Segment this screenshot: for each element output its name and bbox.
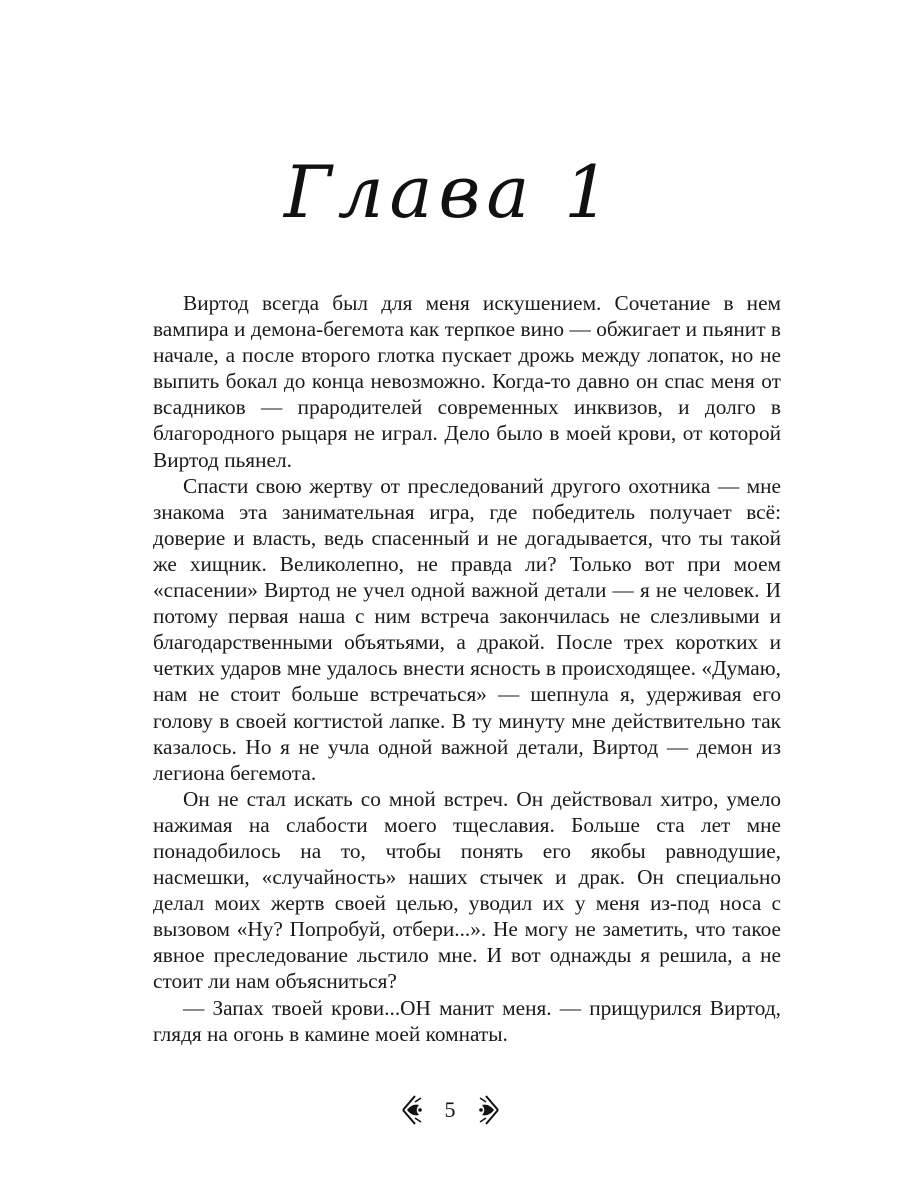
- chapter-body: [153, 290, 781, 1047]
- page-footer: [0, 1090, 900, 1130]
- ornament-right-icon: [478, 1092, 500, 1128]
- paragraph-3: Он не стал искать со мной встреч. Он действовал хитро, умело нажимая на слабости моего тщеславия. Больше ста лет мне понадобилось на то, чтобы понять его якобы равнодушие, насмешки, «случайность» наших стычек и драк. Он специально делал моих жертв своей целью, уводил их у меня из-под носа с вызовом «Ну? Попробуй, отбери...». Не могу не заметить, что такое явное преследование льстило мне. И вот однажды я решила, а не стоит ли нам объясниться?: [153, 786, 781, 994]
- chapter-title: Глава 1: [284, 150, 616, 234]
- paragraph-2: Спасти свою жертву от преследований другого охотника — мне знакома эта занимательная игра, где победитель получает всё: доверие и власть, ведь спасенный и не догадывается, что ты такой же хищник. Великолепно, не правда ли? Только вот при моем «спасении» Виртод не учел одной важной детали — я не человек. И потому первая наша с ним встреча закончилась не слезливыми и благодарственными объятьями, а дракой. После трех коротких и четких ударов мне удалось внести ясность в происходящее. «Думаю, нам не стоит больше встречаться» — шепнула я, удерживая его голову в своей когтистой лапке. В ту минуту мне действительно так казалось. Но я не учла одной важной детали, Виртод — демон из легиона бегемота.: [153, 473, 781, 785]
- paragraph-1: Виртод всегда был для меня искушением. Сочетание в нем вампира и демона-бегемота как терпкое вино — обжигает и пьянит в начале, а после второго глотка пускает дрожь между лопаток, но не выпить бокал до конца невозможно. Когда-то давно он спас меня от всадников — прародителей современных инквизов, и долго в благородного рыцаря не играл. Дело было в моей крови, от которой Виртод пьянел.: [153, 291, 781, 472]
- page-number: 5: [444, 1097, 456, 1122]
- ornament-left-icon: [401, 1092, 423, 1128]
- paragraph-4: — Запах твоей крови...ОН манит меня. — прищурился Виртод, глядя на огонь в камине моей комнаты.: [153, 995, 781, 1046]
